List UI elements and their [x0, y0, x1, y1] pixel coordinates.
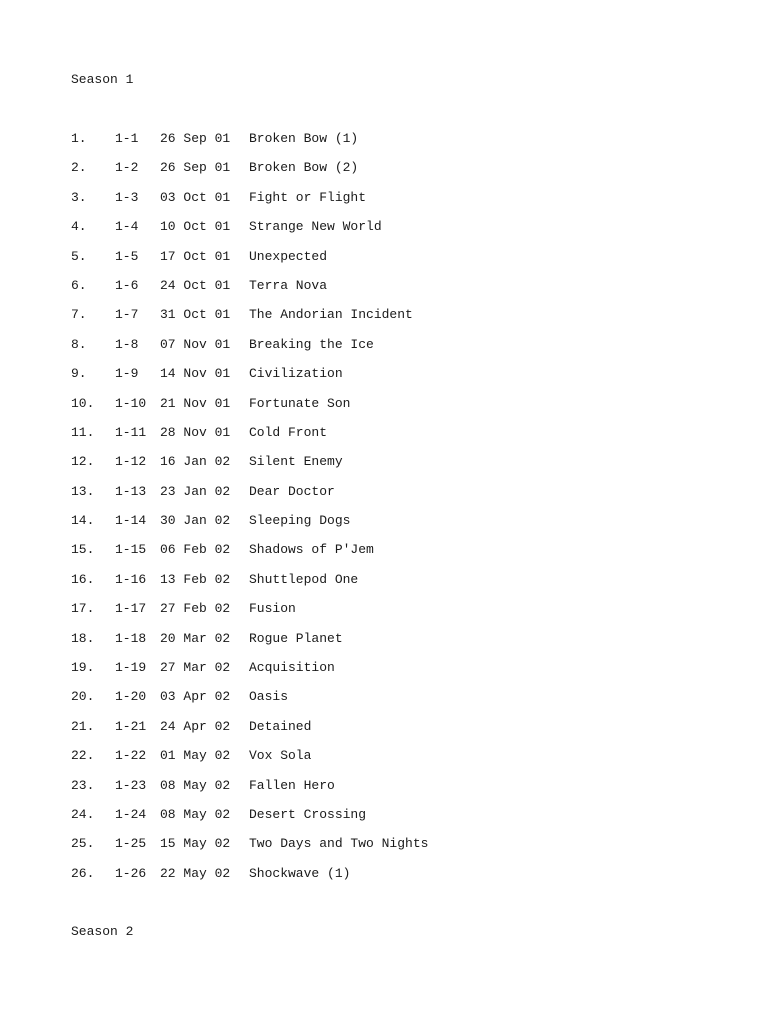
- episode-title: Fallen Hero: [249, 777, 335, 793]
- episode-row: [71, 746, 731, 775]
- episode-air-date: 16 Jan 02: [160, 454, 231, 470]
- episode-number: 17.: [71, 601, 95, 617]
- episode-air-date: 26 Sep 01: [160, 160, 231, 176]
- episode-title: Strange New World: [249, 219, 382, 235]
- episode-number: 5.: [71, 248, 87, 264]
- episode-title: Shadows of P'Jem: [249, 542, 374, 558]
- episode-air-date: 13 Feb 02: [160, 571, 231, 587]
- episode-row: [71, 687, 731, 716]
- episode-code: 1-19: [115, 660, 147, 676]
- episode-title: Fusion: [249, 601, 296, 617]
- episode-code: 1-23: [115, 777, 147, 793]
- episode-number: 11.: [71, 424, 95, 440]
- episode-number: 26.: [71, 865, 95, 881]
- episode-row: [71, 394, 731, 423]
- episode-code: 1-11: [115, 424, 147, 440]
- episode-row: [71, 305, 731, 334]
- episode-document: [71, 70, 731, 942]
- episode-air-date: 03 Oct 01: [160, 189, 231, 205]
- episode-title: Cold Front: [249, 424, 328, 440]
- episode-row: [71, 188, 731, 217]
- episode-title: Two Days and Two Nights: [249, 836, 429, 852]
- episode-title: Detained: [249, 718, 312, 734]
- episode-number: 24.: [71, 806, 95, 822]
- episode-number: 14.: [71, 513, 95, 529]
- episode-title: Desert Crossing: [249, 806, 367, 822]
- episode-number: 12.: [71, 454, 95, 470]
- episode-code: 1-10: [115, 395, 147, 411]
- episode-air-date: 21 Nov 01: [160, 395, 231, 411]
- episode-number: 25.: [71, 836, 95, 852]
- episode-code: 1-7: [115, 307, 139, 323]
- episode-code: 1-20: [115, 689, 147, 705]
- episode-air-date: 03 Apr 02: [160, 689, 231, 705]
- episode-title: Unexpected: [249, 248, 328, 264]
- episode-air-date: 10 Oct 01: [160, 219, 231, 235]
- episode-code: 1-25: [115, 836, 147, 852]
- episode-code: 1-12: [115, 454, 147, 470]
- episode-number: 15.: [71, 542, 95, 558]
- episode-code: 1-6: [115, 277, 139, 293]
- episode-code: 1-24: [115, 806, 147, 822]
- episode-row: [71, 158, 731, 187]
- episode-row: [71, 540, 731, 569]
- episode-number: 23.: [71, 777, 95, 793]
- episode-row: [71, 423, 731, 452]
- episode-air-date: 20 Mar 02: [160, 630, 231, 646]
- episode-title: Oasis: [249, 689, 289, 705]
- episode-code: 1-14: [115, 513, 147, 529]
- episode-code: 1-1: [115, 131, 139, 146]
- episode-row: [71, 335, 731, 364]
- episode-title: Rogue Planet: [249, 630, 343, 646]
- episode-code: 1-5: [115, 248, 139, 264]
- episode-title: Silent Enemy: [249, 454, 343, 470]
- episode-row: [71, 452, 731, 481]
- episode-air-date: 15 May 02: [160, 836, 231, 852]
- episode-title: Dear Doctor: [249, 483, 335, 499]
- episode-number: 8.: [71, 336, 87, 352]
- episode-title: Broken Bow (1): [249, 131, 359, 146]
- episode-code: 1-2: [115, 160, 139, 176]
- episode-number: 1.: [71, 131, 87, 146]
- episode-row: [71, 570, 731, 599]
- episode-row: [71, 247, 731, 276]
- episode-code: 1-9: [115, 366, 139, 382]
- episode-row: [71, 129, 731, 158]
- episode-number: 10.: [71, 395, 95, 411]
- episode-number: 20.: [71, 689, 95, 705]
- spacer: [71, 893, 731, 922]
- episode-title: Sleeping Dogs: [249, 513, 351, 529]
- episode-number: 13.: [71, 483, 95, 499]
- episode-row: [71, 629, 731, 658]
- episode-title: Acquisition: [249, 660, 335, 676]
- episode-air-date: 08 May 02: [160, 806, 231, 822]
- episode-title: Terra Nova: [249, 277, 328, 293]
- episode-air-date: 27 Mar 02: [160, 660, 231, 676]
- episode-row: [71, 834, 731, 863]
- episode-air-date: 30 Jan 02: [160, 513, 231, 529]
- episode-air-date: 26 Sep 01: [160, 131, 231, 146]
- episode-title: Fight or Flight: [249, 189, 367, 205]
- episode-row: [71, 276, 731, 305]
- episode-air-date: 08 May 02: [160, 777, 231, 793]
- episode-air-date: 24 Apr 02: [160, 718, 231, 734]
- season-1-episode-list: [71, 129, 731, 893]
- episode-air-date: 01 May 02: [160, 748, 231, 764]
- episode-title: Breaking the Ice: [249, 336, 374, 352]
- episode-row: [71, 482, 731, 511]
- episode-code: 1-18: [115, 630, 147, 646]
- episode-air-date: 17 Oct 01: [160, 248, 231, 264]
- episode-number: 3.: [71, 189, 87, 205]
- episode-code: 1-15: [115, 542, 147, 558]
- episode-air-date: 27 Feb 02: [160, 601, 231, 617]
- spacer: [71, 90, 731, 129]
- episode-code: 1-13: [115, 483, 147, 499]
- episode-row: [71, 217, 731, 246]
- episode-code: 1-22: [115, 748, 147, 764]
- episode-title: Shockwave (1): [249, 865, 351, 881]
- episode-number: 2.: [71, 160, 87, 176]
- episode-code: 1-16: [115, 571, 147, 587]
- episode-number: 18.: [71, 630, 95, 646]
- episode-code: 1-8: [115, 336, 139, 352]
- episode-number: 22.: [71, 748, 95, 764]
- episode-title: The Andorian Incident: [249, 307, 413, 323]
- episode-air-date: 23 Jan 02: [160, 483, 231, 499]
- episode-title: Vox Sola: [249, 748, 312, 764]
- episode-air-date: 22 May 02: [160, 865, 231, 881]
- episode-number: 7.: [71, 307, 87, 323]
- episode-code: 1-3: [115, 189, 139, 205]
- episode-title: Shuttlepod One: [249, 571, 359, 587]
- episode-code: 1-21: [115, 718, 147, 734]
- episode-row: [71, 776, 731, 805]
- episode-air-date: 24 Oct 01: [160, 277, 231, 293]
- episode-number: 4.: [71, 219, 87, 235]
- episode-title: Fortunate Son: [249, 395, 351, 411]
- episode-air-date: 07 Nov 01: [160, 336, 231, 352]
- episode-row: [71, 805, 731, 834]
- episode-title: Broken Bow (2): [249, 160, 359, 176]
- episode-air-date: 28 Nov 01: [160, 424, 231, 440]
- episode-row: [71, 658, 731, 687]
- episode-number: 6.: [71, 277, 87, 293]
- episode-code: 1-17: [115, 601, 147, 617]
- episode-air-date: 31 Oct 01: [160, 307, 231, 323]
- episode-number: 9.: [71, 366, 87, 382]
- episode-title: Civilization: [249, 366, 343, 382]
- episode-number: 21.: [71, 718, 95, 734]
- episode-row: [71, 717, 731, 746]
- episode-air-date: 14 Nov 01: [160, 366, 231, 382]
- season-2-heading: Season 2: [71, 924, 134, 940]
- episode-row: [71, 511, 731, 540]
- episode-air-date: 06 Feb 02: [160, 542, 231, 558]
- season-1-heading: Season 1: [71, 72, 134, 87]
- episode-row: [71, 864, 731, 893]
- episode-code: 1-26: [115, 865, 147, 881]
- episode-code: 1-4: [115, 219, 139, 235]
- episode-row: [71, 364, 731, 393]
- episode-number: 19.: [71, 660, 95, 676]
- episode-number: 16.: [71, 571, 95, 587]
- episode-row: [71, 599, 731, 628]
